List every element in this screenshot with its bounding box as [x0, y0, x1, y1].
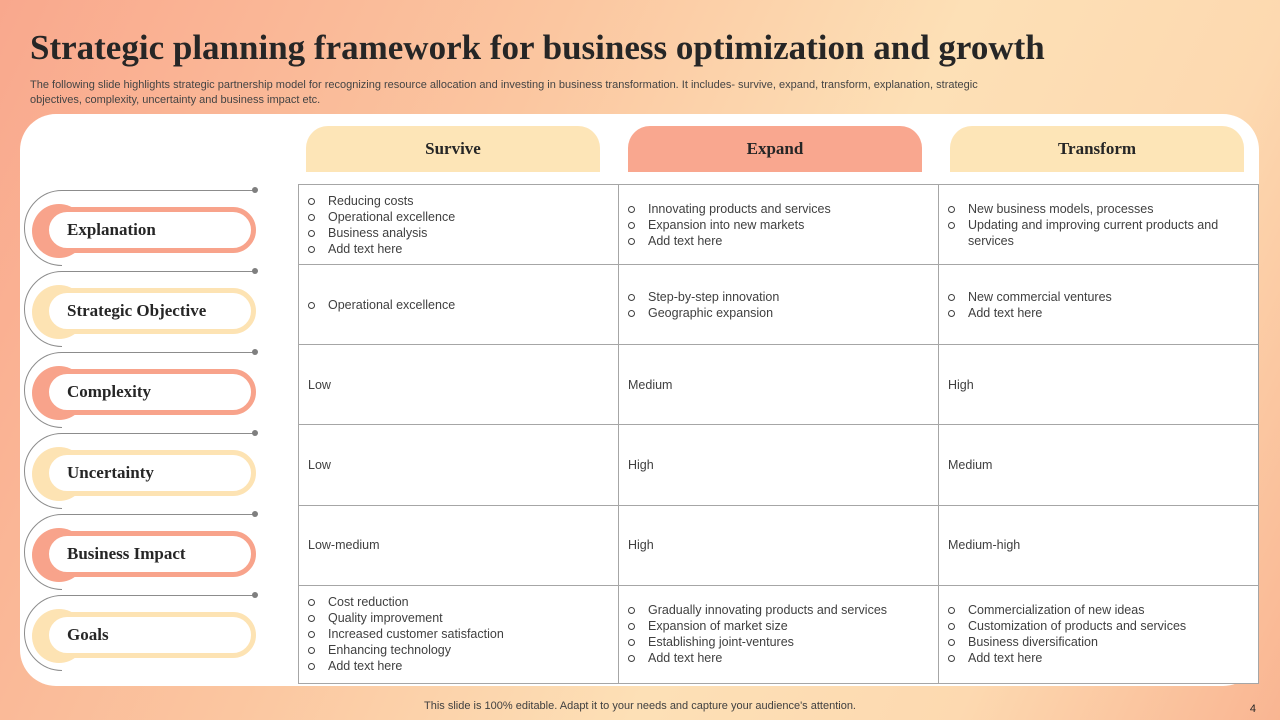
- list-item: Add text here: [308, 241, 610, 257]
- table-row-business-impact: [299, 505, 1259, 585]
- list-item: Add text here: [308, 658, 610, 674]
- table-cell: [299, 185, 619, 265]
- bullet-list: [308, 297, 610, 313]
- list-item: Add text here: [628, 650, 930, 666]
- list-item: New business models, processes: [948, 201, 1250, 217]
- list-item: Business diversification: [948, 634, 1250, 650]
- row-label-explanation: [24, 190, 264, 270]
- table-cell: [619, 265, 939, 345]
- list-item: Quality improvement: [308, 610, 610, 626]
- bullet-list: [308, 193, 610, 257]
- bullet-list: [628, 602, 930, 666]
- table-cell: Medium: [619, 345, 939, 425]
- connector-dot: [252, 592, 258, 598]
- list-item: Commercialization of new ideas: [948, 602, 1250, 618]
- bullet-list: [948, 201, 1250, 249]
- slide-footer: This slide is 100% editable. Adapt it to your needs and capture your audience's attention.: [424, 700, 856, 712]
- list-item: Step-by-step innovation: [628, 289, 930, 305]
- table-cell: [939, 265, 1259, 345]
- bullet-list: [948, 289, 1250, 321]
- table-row-uncertainty: [299, 425, 1259, 505]
- list-item: Expansion of market size: [628, 618, 930, 634]
- row-label-uncertainty: [24, 433, 264, 513]
- label-pill: Business Impact: [44, 531, 256, 577]
- list-item: Add text here: [628, 233, 930, 249]
- list-item: Business analysis: [308, 225, 610, 241]
- table-cell: Low: [299, 345, 619, 425]
- list-item: Increased customer satisfaction: [308, 626, 610, 642]
- list-item: Innovating products and services: [628, 201, 930, 217]
- table-cell: [939, 585, 1259, 683]
- bullet-list: [948, 602, 1250, 666]
- bullet-list: [308, 594, 610, 674]
- column-header-transform: Transform: [950, 126, 1244, 172]
- column-header-expand: Expand: [628, 126, 922, 172]
- table-cell: High: [619, 505, 939, 585]
- list-item: Establishing joint-ventures: [628, 634, 930, 650]
- slide-title: Strategic planning framework for business optimization and growth: [30, 28, 1045, 67]
- slide-subtitle: The following slide highlights strategic partnership model for recognizing resource allocation and investing in business transformation. It includes- survive, expand, transform, explanation, strategic objectives, complexity, uncertainty and business impact etc.: [30, 79, 978, 106]
- connector-line: [62, 433, 255, 434]
- label-pill: Uncertainty: [44, 450, 256, 496]
- list-item: Add text here: [948, 650, 1250, 666]
- page-number: 4: [1249, 703, 1256, 715]
- row-label-goals: [24, 595, 264, 675]
- table-cell: [619, 585, 939, 683]
- row-label-business-impact: [24, 514, 264, 594]
- label-pill: Complexity: [44, 369, 256, 415]
- connector-line: [62, 352, 255, 353]
- row-label-strategic-objective: [24, 271, 264, 351]
- table-cell: Medium-high: [939, 505, 1259, 585]
- table-cell: [299, 585, 619, 683]
- table-cell: High: [939, 345, 1259, 425]
- table-cell: Low: [299, 425, 619, 505]
- table-cell: [299, 265, 619, 345]
- table-row-goals: [299, 585, 1259, 683]
- row-label-complexity: [24, 352, 264, 432]
- list-item: Geographic expansion: [628, 305, 930, 321]
- list-item: Customization of products and services: [948, 618, 1250, 634]
- label-pill: Goals: [44, 612, 256, 658]
- column-header-survive: Survive: [306, 126, 600, 172]
- connector-line: [62, 514, 255, 515]
- connector-line: [62, 271, 255, 272]
- connector-dot: [252, 430, 258, 436]
- list-item: Add text here: [948, 305, 1250, 321]
- connector-dot: [252, 511, 258, 517]
- bullet-list: [628, 289, 930, 321]
- list-item: Expansion into new markets: [628, 217, 930, 233]
- table-cell: [939, 185, 1259, 265]
- connector-dot: [252, 268, 258, 274]
- list-item: Updating and improving current products and services: [948, 217, 1250, 249]
- list-item: Gradually innovating products and services: [628, 602, 930, 618]
- list-item: New commercial ventures: [948, 289, 1250, 305]
- table-row-complexity: [299, 345, 1259, 425]
- list-item: Operational excellence: [308, 297, 610, 313]
- connector-line: [62, 595, 255, 596]
- framework-table: [298, 184, 1259, 684]
- table-cell: High: [619, 425, 939, 505]
- table-cell: Medium: [939, 425, 1259, 505]
- list-item: Cost reduction: [308, 594, 610, 610]
- connector-dot: [252, 187, 258, 193]
- table-cell: Low-medium: [299, 505, 619, 585]
- table-cell: [619, 185, 939, 265]
- label-pill: Explanation: [44, 207, 256, 253]
- list-item: Operational excellence: [308, 209, 610, 225]
- bullet-list: [628, 201, 930, 249]
- table-row-strategic-objective: [299, 265, 1259, 345]
- list-item: Reducing costs: [308, 193, 610, 209]
- table-row-explanation: [299, 185, 1259, 265]
- connector-line: [62, 190, 255, 191]
- list-item: Enhancing technology: [308, 642, 610, 658]
- label-pill: Strategic Objective: [44, 288, 256, 334]
- connector-dot: [252, 349, 258, 355]
